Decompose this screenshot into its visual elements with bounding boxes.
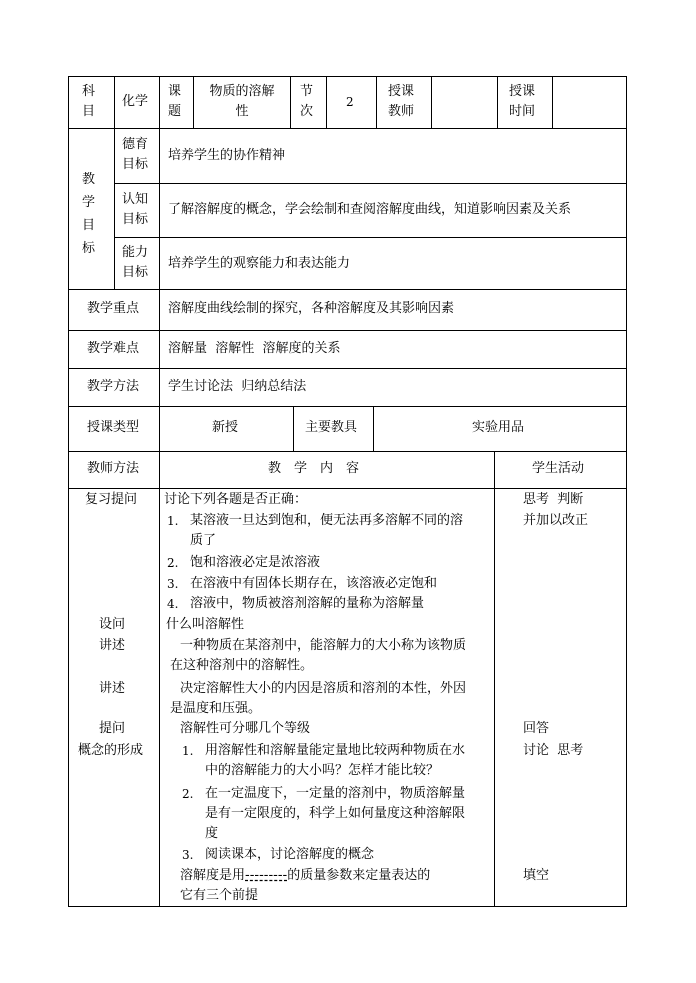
list-item: 在溶液中有固体长期存在，该溶液必定饱和 [190, 576, 438, 591]
item-number: 2. [167, 556, 179, 570]
explain-label-2: 讲述 [99, 681, 126, 696]
tools-value: 实验用品 [472, 420, 525, 435]
student-think-judge: 思考 判断 [523, 492, 584, 507]
solubility-levels: 溶解性可分哪几个等级 [180, 721, 311, 736]
moral-objective-text: 培养学生的协作精神 [168, 148, 286, 163]
student-activity-header: 学生活动 [532, 461, 585, 476]
discussion-intro: 讨论下列各题是否正确： [164, 492, 308, 507]
question-number: 1. [182, 744, 194, 758]
student-fill: 填空 [523, 868, 550, 883]
content-header: 教 学 内 容 [268, 461, 360, 476]
what-is-solubility: 什么叫溶解性 [166, 617, 245, 632]
ask-label: 设问 [99, 617, 126, 632]
topic-value: 物质的溶解 性 [209, 84, 275, 119]
difficulties-label: 教学难点 [87, 341, 140, 356]
moral-objective-label: 德育 目标 [122, 137, 149, 172]
list-item: 饱和溶液必定是浓溶液 [190, 555, 321, 570]
item-number: 1. [167, 514, 179, 528]
definition-text: 一种物质在某溶剂中，能溶解力的大小称为该物质 在这种溶剂中的溶解性。 [170, 638, 467, 673]
ability-objective-label: 能力 目标 [122, 245, 149, 280]
factor-text: 决定溶解性大小的内因是溶质和溶剂的本性，外因 是温度和压强。 [170, 681, 467, 716]
lesson-type-label: 授课类型 [87, 420, 140, 435]
fill-in-sentence: 溶解度是用---------的质量参数来定量表达的 [180, 868, 431, 883]
subject-label: 科 目 [82, 84, 96, 119]
item-number: 4. [167, 597, 179, 611]
item-number: 3. [167, 577, 179, 591]
question-label: 提问 [99, 721, 126, 736]
question-item: 用溶解性和溶解量能定量地比较两种物质在水 中的溶解能力的大小吗？怎样才能比较？ [205, 743, 466, 778]
key-points-text: 溶解度曲线绘制的探究，各种溶解度及其影响因素 [168, 301, 455, 316]
list-item: 某溶液一旦达到饱和，便无法再多溶解不同的溶 质了 [190, 513, 464, 548]
topic-label: 课 题 [168, 84, 182, 119]
review-question: 复习提问 [85, 492, 138, 507]
period-value: 2 [346, 95, 354, 109]
lesson-type-value: 新授 [212, 420, 239, 435]
ability-objective-text: 培养学生的观察能力和表达能力 [168, 256, 351, 271]
teacher-label: 授课 教师 [388, 84, 415, 119]
explain-label-1: 讲述 [99, 638, 126, 653]
cognitive-objective-text: 了解溶解度的概念，学会绘制和查阅溶解度曲线，知道影响因素及关系 [168, 202, 572, 217]
question-item: 在一定温度下，一定量的溶剂中，物质溶解量 是有一定限度的，科学上如何量度这种溶解限 度 [205, 786, 466, 841]
question-item: 阅读课本，讨论溶解度的概念 [205, 847, 375, 862]
methods-label: 教学方法 [87, 379, 140, 394]
time-label: 授课 时间 [509, 84, 536, 119]
key-points-label: 教学重点 [87, 301, 140, 316]
methods-text: 学生讨论法 归纳总结法 [168, 379, 307, 394]
question-number: 2. [182, 787, 194, 801]
concept-label: 概念的形成 [78, 743, 144, 758]
student-discuss: 讨论 思考 [523, 743, 584, 758]
period-label: 节 次 [300, 84, 314, 119]
fill-blank[interactable]: --------- [245, 868, 288, 883]
tools-label: 主要教具 [305, 420, 358, 435]
difficulties-text: 溶解量 溶解性 溶解度的关系 [168, 341, 341, 356]
question-number: 3. [182, 848, 194, 862]
student-answer: 回答 [523, 721, 550, 736]
teacher-method-header: 教师方法 [87, 461, 140, 476]
list-item: 溶液中，物质被溶剂溶解的量称为溶解量 [190, 596, 425, 611]
cognitive-objective-label: 认知 目标 [122, 192, 149, 227]
objectives-label: 教 学 目 标 [82, 172, 96, 256]
subject-value: 化学 [122, 94, 149, 109]
student-correct: 并加以改正 [523, 513, 589, 528]
premise-text: 它有三个前提 [180, 888, 259, 903]
